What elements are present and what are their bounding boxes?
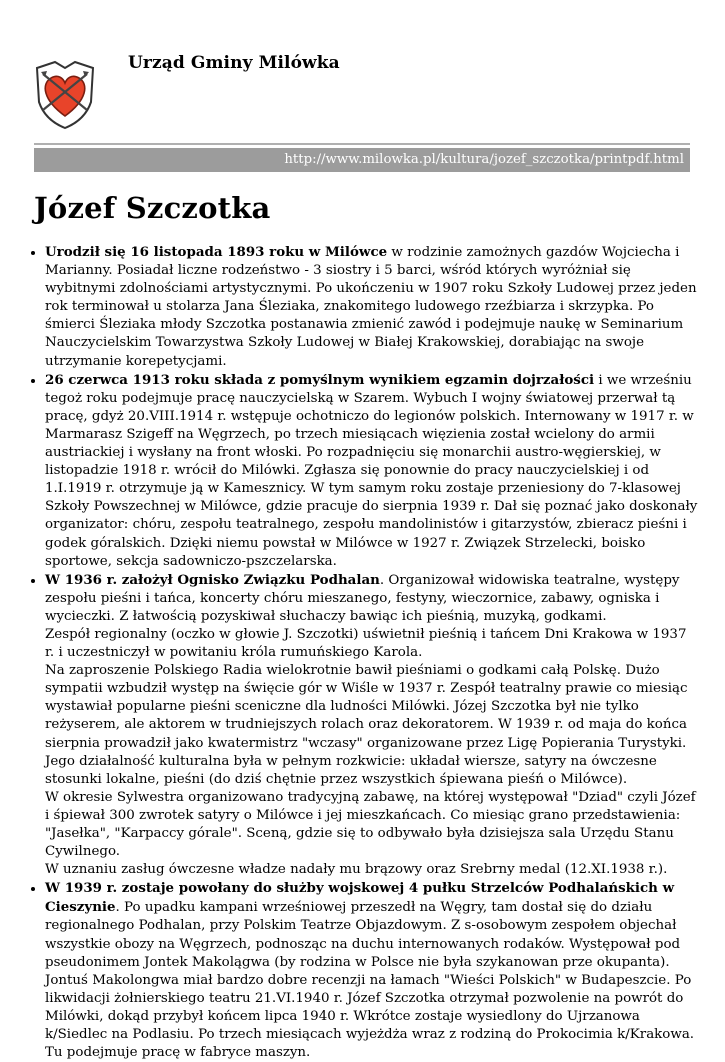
page-url[interactable]: http://www.milowka.pl/kultura/jozef_szczotka/printpdf.html bbox=[284, 152, 684, 167]
item-paragraph: . Organizował widowiska teatralne, występy zespołu pieśni i tańca, koncerty chóru mieszanego, festyny, wieczornice, zabawy, ogniska i wycieczki. Z łatwością pozyskiwał słuchaczy bawiąc ich pieśnią, muzyką, godkami. bbox=[45, 572, 680, 624]
item-lead: W 1936 r. założył Ognisko Związku Podhalan bbox=[45, 571, 380, 588]
item-lead: W 1939 r. zostaje powołany do służby wojskowej 4 pułku Strzelców Podhalańskich w Cieszynie bbox=[45, 880, 675, 916]
site-name: Urząd Gminy Milówka bbox=[128, 53, 340, 73]
page-header bbox=[0, 0, 725, 145]
item-lead: Urodził się 16 listopada 1893 roku w Milówce bbox=[45, 244, 388, 260]
list-item bbox=[45, 371, 698, 571]
item-lead: 26 czerwca 1913 roku składa z pomyślnym wynikiem egzamin dojrzałości bbox=[45, 371, 595, 388]
item-paragraph: Zespół regionalny (oczko w głowie J. Szczotki) uświetnił pieśnią i tańcem Dni Krakowa w 1937 r. i uczestniczył w powitaniu króla rumuńskiego Karola. bbox=[45, 626, 687, 661]
list-item bbox=[45, 879, 698, 1062]
item-paragraph: W uznaniu zasług ówczesne władze nadały mu brązowy oraz Srebrny medal (12.XI.1938 r.). bbox=[45, 862, 668, 878]
item-paragraph: W okresie Sylwestra organizowano tradycyjną zabawę, na której występował "Dziad" czyli Józef i śpiewał 300 zwrotek satyry o Milówce i jej mieszkańcach. Co miesiąc grano przedstawienia: "Jasełka", "Karpaccy górale". Sceną, gdzie się to odbywało była dzisiejsza sala Urzędu Stanu Cywilnego. bbox=[45, 789, 696, 860]
header-divider bbox=[34, 143, 690, 145]
list-item bbox=[45, 571, 698, 880]
item-paragraph: . Po upadku kampani wrześniowej przeszedł na Węgry, tam dostał się do działu regionalnego Podhalan, przy Polskim Teatrze Objazdowym. Z s-osobowym zespołem objechał wszystkie obozy na Węgrzech, podnosząc na duchu internowanych rodaków. Występował pod pseudonimem Jontek Makolągwa (by rodzina w Polsce nie była szykanowan prze okupanta). Jontuś Makolongwa miał bardzo dobre recenzji na łamach "Wieści Polskich" w Budapeszcie. Po likwidacji żołnierskiego teatru 21.VI.1940 r. Józef Szczotka otrzymał pozwolenie na powrót do Milówki, dokąd przybył końcem lipca 1940 r. Wkrótce zostaje wysiedlony do Ujrzanowa k/Siedlec na Podlasiu. Po trzech miesiącach wyjeżdża wraz z rodziną do Prokocimia k/Krakowa. Tu podejmuje pracę w fabryce maszyn. bbox=[45, 900, 695, 1061]
article-title: Józef Szczotka bbox=[34, 191, 271, 225]
item-paragraph: i we wrześniu tegoż roku podejmuje pracę nauczycielską w Szarem. Wybuch I wojny światowej przerwał tą pracę, gdyż 20.VIII.1914 r. wstępuje ochotniczo do legionów polskich. Internowany w 1917 r. w Marmarasz Szigeff na Węgrzech, po trzech miesiącach więzienia został wcielony do armii austriackiej i wysłany na front włoski. Po rozpadnięciu się monarchii austro-węgierskiej, w listopadzie 1918 r. wrócił do Milówki. Zgłasza się ponownie do pracy nauczycielskiej i od 1.I.1919 r. otrzymuje ją w Kamesznicy. W tym samym roku zostaje przeniesiony do 7-klasowej Szkoły Powszechnej w Milówce, gdzie pracuje do sierpnia 1939 r. Dał się poznać jako doskonały organizator: chóru, zespołu teatralnego, zespołu mandolinistów i gitarzystów, zbieracz pieśni i godek góralskich. Dzięki niemu powstał w Milówce w 1927 r. Związek Strzelecki, boisko sportowe, sekcja sadowniczo-pszczelarska. bbox=[45, 372, 698, 569]
page-url-bar bbox=[34, 148, 690, 172]
biography-list bbox=[26, 243, 698, 1062]
municipality-crest-heart-icon bbox=[33, 58, 97, 130]
list-item bbox=[45, 243, 698, 371]
item-paragraph: Na zaproszenie Polskiego Radia wielokrotnie bawił pieśniami o godkami całą Polskę. Dużo sympatii wzbudził występ na święcie gór w Wiśle w 1937 r. Zespół teatralny prawie co miesiąc wystawiał popularne pieśni sceniczne dla ludności Milówki. Józej Szczotka był nie tylko reżyserem, ale aktorem w trudniejszych rolach oraz dekoratorem. W 1939 r. od maja do końca sierpnia prowadził jako kwatermistrz "wczasy" organizowane przez Ligę Popierania Turystyki. Jego działalność kulturalna była w pełnym rozkwicie: układał wiersze, satyry na ówczesne stosunki lokalne, pieśni (do dziś chętnie przez wszystkich śpiewana pieśń o Milówce). bbox=[45, 663, 688, 787]
item-paragraph: w rodzinie zamożnych gazdów Wojciecha i Marianny. Posiadał liczne rodzeństwo - 3 siostry i 5 barci, wśród których wyróżniał się wybitnymi zdolnościami artystycznymi. Po ukończeniu w 1907 roku Szkoły Ludowej przez jeden rok terminował u stolarza Jana Śleziaka, znakomitego ludowego rzeźbiarza i skrzypka. Po śmierci Śleziaka młody Szczotka postanawia zmienić zawód i podejmuje naukę w Seminarium Nauczycielskim Towarzystwa Szkoły Ludowej w Białej Krakowskiej, dorabiając na swoje utrzymanie korepetycjami. bbox=[45, 245, 697, 369]
